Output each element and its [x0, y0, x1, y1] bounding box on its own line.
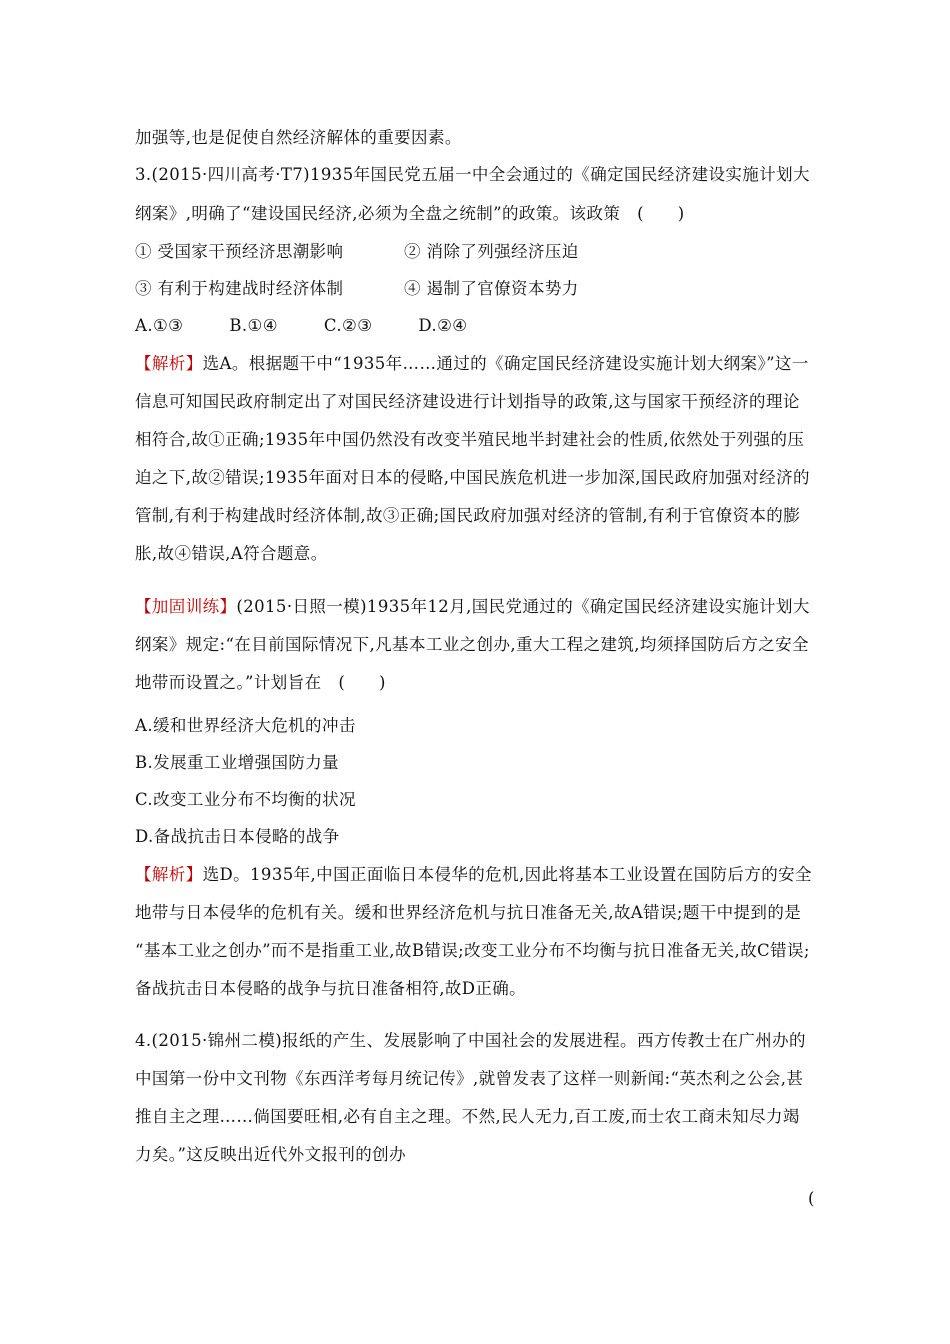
reinforce-option-c: C.改变工业分布不均衡的状况 [135, 790, 356, 809]
question-3-statement-1: ① 受国家干预经济思潮影响 [135, 242, 344, 261]
reinforce-option-a: A.缓和世界经济大危机的冲击 [135, 716, 356, 735]
analysis-text: “基本工业之创办”而不是指重工业,故B错误;改变工业分布不均衡与抗日准备无关,故C错误; [135, 941, 810, 960]
question-4-stem: 4.(2015·锦州二模)报纸的产生、发展影响了中国社会的发展进程。西方传教士在广州办的 [135, 1031, 806, 1050]
analysis-text: 相符合,故①正确;1935年中国仍然没有改变半殖民地半封建社会的性质,依然处于列强的压 [135, 430, 805, 449]
analysis-tag: 【解析】 [135, 865, 203, 884]
analysis-text: 选A。根据题干中“1935年……通过的《确定国民经济建设实施计划大纲案》”这一 [202, 354, 809, 373]
question-3-statement-2: ② 消除了列强经济压迫 [404, 242, 579, 261]
question-3-analysis-line [135, 353, 809, 375]
analysis-text: 胀,故④错误,A符合题意。 [135, 544, 328, 563]
question-4-stem-cont: 力矣。”这反映出近代外文报刊的创办 [135, 1145, 406, 1164]
reinforce-text: 地带而设置之。”计划旨在 ( ) [135, 673, 386, 692]
analysis-tag: 【解析】 [135, 354, 203, 373]
reinforce-stem [135, 596, 810, 618]
choice-c: C.②③ [323, 316, 373, 335]
question-4-stem-cont: 推自主之理……倘国要旺相,必有自主之理。不然,民人无力,百工废,而士农工商未知尽力竭 [135, 1107, 800, 1126]
reinforce-tag: 【加固训练】 [135, 597, 237, 616]
text-line: 加强等,也是促使自然经济解体的重要因素。 [135, 128, 462, 147]
question-3-statement-3: ③ 有利于构建战时经济体制 [135, 279, 344, 298]
choice-b: B.①④ [229, 316, 278, 335]
analysis-text: 管制,有利于构建战时经济体制,故③正确;国民政府加强对经济的管制,有利于官僚资本的膨 [135, 506, 801, 525]
question-3-stem-cont: 纲案》,明确了“建设国民经济,必须为全盘之统制”的政策。该政策 ( ) [135, 204, 685, 223]
question-3-statement-4: ④ 遏制了官僚资本势力 [404, 279, 579, 298]
analysis-text: 信息可知国民政府制定出了对国民经济建设进行计划指导的政策,这与国家干预经济的理论 [135, 392, 800, 411]
reinforce-text: (2015·日照一模)1935年12月,国民党通过的《确定国民经济建设实施计划大 [236, 597, 810, 616]
answer-paren: ( [808, 1189, 815, 1208]
question-3-choices [135, 315, 513, 337]
question-3-stem: 3.(2015·四川高考·T7)1935年国民党五届一中全会通过的《确定国民经济建设实施计划大 [135, 165, 810, 184]
choice-d: D.②④ [418, 316, 468, 335]
reinforce-text: 纲案》规定:“在目前国际情况下,凡基本工业之创办,重大工程之建筑,均须择国防后方之安全 [135, 635, 809, 654]
analysis-text: 地带与日本侵华的危机有关。缓和世界经济危机与抗日准备无关,故A错误;题干中提到的是 [135, 903, 802, 922]
reinforce-option-d: D.备战抗击日本侵略的战争 [135, 827, 340, 846]
analysis-text: 选D。1935年,中国正面临日本侵华的危机,因此将基本工业设置在国防后方的安全 [202, 865, 812, 884]
question-4-stem-cont: 中国第一份中文刊物《东西洋考每月统记传》,就曾发表了这样一则新闻:“英杰利之公会,甚 [135, 1069, 804, 1088]
reinforce-analysis-line [135, 864, 812, 886]
analysis-text: 迫之下,故②错误;1935年面对日本的侵略,中国民族危机进一步加深,国民政府加强对经济的 [135, 468, 810, 487]
reinforce-option-b: B.发展重工业增强国防力量 [135, 753, 340, 772]
choice-a: A.①③ [135, 316, 184, 335]
analysis-text: 备战抗击日本侵略的战争与抗日准备相符,故D正确。 [135, 979, 527, 998]
